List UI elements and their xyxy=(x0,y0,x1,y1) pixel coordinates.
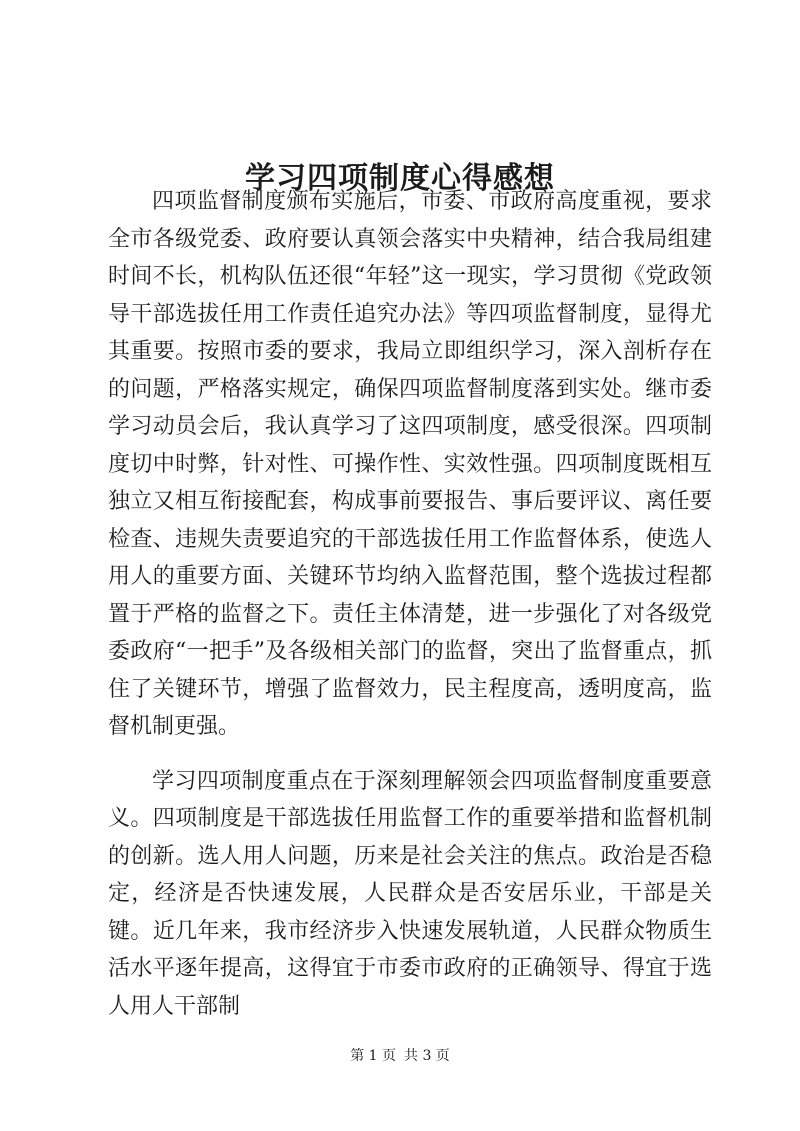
body-paragraph-1: 四项监督制度颁布实施后，市委、市政府高度重视，要求全市各级党委、政府要认真领会落实中央精神，结合我局组建时间不长，机构队伍还很“年轻”这一现实，学习贯彻《党政领导干部选拔任用工作责任追究办法》等四项监督制度，显得尤其重要。按照市委的要求，我局立即组织学习，深入剖析存在的问题，严格落实规定，确保四项监督制度落到实处。继市委学习动员会后，我认真学习了这四项制度，感受很深。四项制度切中时弊，针对性、可操作性、实效性强。四项制度既相互独立又相互衔接配套，构成事前要报告、事后要评议、离任要检查、违规失责要追究的干部选拔任用工作监督体系，使选人用人的重要方面、关键环节均纳入监督范围，整个选拔过程都置于严格的监督之下。责任主体清楚，进一步强化了对各级党委政府“一把手”及各级相关部门的监督，突出了监督重点，抓住了关键环节，增强了监督效力，民主程度高，透明度高，监督机制更强。 xyxy=(108,189,712,739)
body-paragraph-2: 学习四项制度重点在于深刻理解领会四项监督制度重要意义。四项制度是干部选拔任用监督工作的重要举措和监督机制的创新。选人用人问题，历来是社会关注的焦点。政治是否稳定，经济是否快速发展，人民群众是否安居乐业，干部是关键。近几年来，我市经济步入快速发展轨道，人民群众物质生活水平逐年提高，这得宜于市委市政府的正确领导、得宜于选人用人干部制 xyxy=(108,768,712,1019)
page-number: 第 1 页 xyxy=(350,1048,396,1064)
document-body xyxy=(108,183,712,1025)
document-title: 学习四项制度心得感想 xyxy=(245,161,555,197)
page-total: 共 3 页 xyxy=(404,1048,450,1064)
page-footer xyxy=(0,1046,800,1066)
